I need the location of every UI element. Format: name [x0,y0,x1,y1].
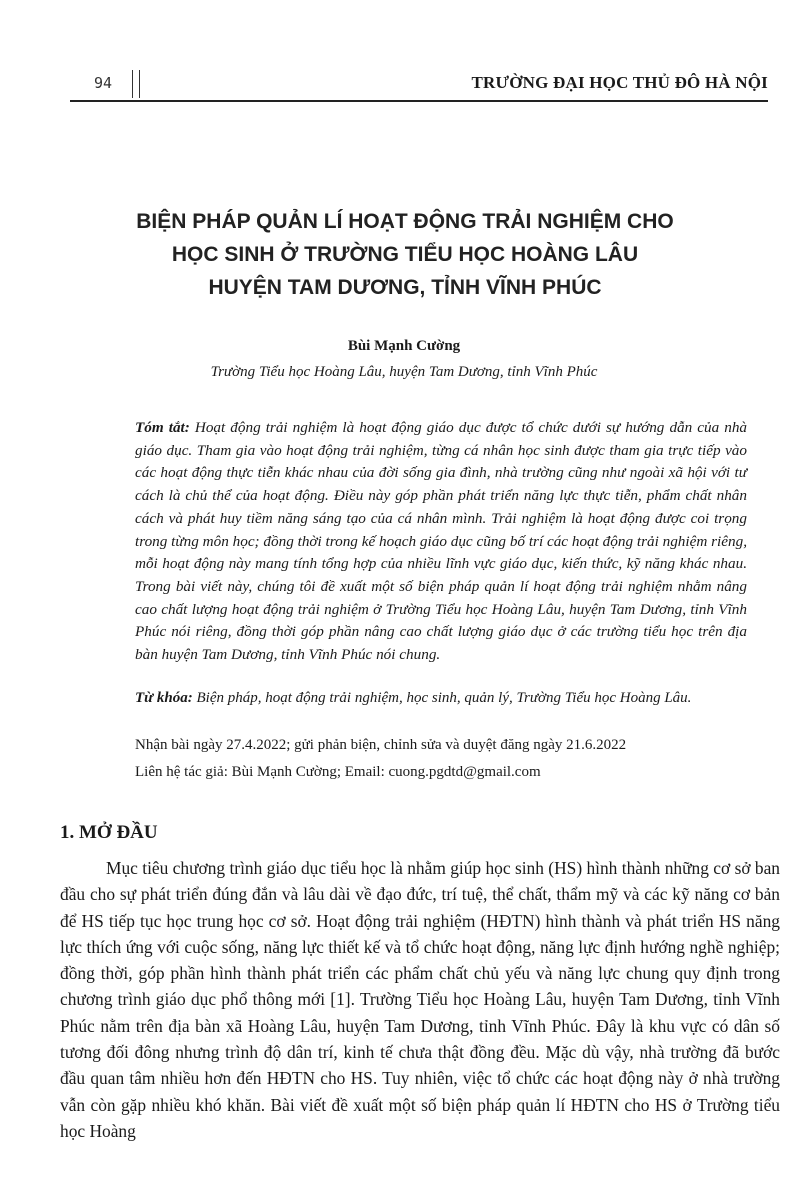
abstract-label: Tóm tắt: [135,419,190,436]
section-heading: 1. MỞ ĐẦU [60,822,158,843]
journal-name: TRƯỜNG ĐẠI HỌC THỦ ĐÔ HÀ NỘI [471,73,768,92]
title-line: BIỆN PHÁP QUẢN LÍ HOẠT ĐỘNG TRẢI NGHIỆM CHO [136,210,674,233]
contact-note: Liên hệ tác giả: Bùi Mạnh Cường; Email: cuong.pgdtd@gmail.com [135,764,541,780]
running-header [70,70,768,102]
author-name: Bùi Mạnh Cường [347,338,461,354]
article-title [100,205,710,304]
title-line: HUYỆN TAM DƯƠNG, TỈNH VĨNH PHÚC [208,276,602,299]
page-number: 94 [94,74,113,92]
keywords-label: Từ khóa: [135,690,193,706]
header-divider-bars [132,70,140,98]
keywords [135,690,755,707]
intro-paragraph: Mục tiêu chương trình giáo dục tiểu học là nhằm giúp học sinh (HS) hình thành những cơ sở ban đầu cho sự phát triển đúng đắn và lâu dài về đạo đức, trí tuệ, thể chất, thẩm mỹ và các kỹ năng cơ bản để HS tiếp tục học trung học cơ sở. Hoạt động trải nghiệm (HĐTN) hình thành và phát triển HS năng lực thích ứng với cuộc sống, năng lực thiết kế và tổ chức hoạt động, năng lực định hướng nghề nghiệp; đồng thời, góp phần hình thành phát triển các phẩm chất chủ yếu và năng lực chung quy định trong chương trình giáo dục phổ thông mới [1]. Trường Tiểu học Hoàng Lâu, huyện Tam Dương, tỉnh Vĩnh Phúc nằm trên địa bàn xã Hoàng Lâu, huyện Tam Dương, tỉnh Vĩnh Phúc. Đây là khu vực có dân số tương đối đông nhưng trình độ dân trí, kinh tế chưa thật đồng đều. Mặc dù vậy, nhà trường đã bước đầu quan tâm nhiều hơn đến HĐTN cho HS. Tuy nhiên, việc tổ chức các hoạt động này ở nhà trường vẫn còn gặp nhiều khó khăn. Bài viết đề xuất một số biện pháp quản lí HĐTN cho HS ở Trường tiểu học Hoàng [60,858,780,1141]
title-line: HỌC SINH Ở TRƯỜNG TIỂU HỌC HOÀNG LÂU [171,243,639,266]
abstract-text: Hoạt động trải nghiệm là hoạt động giáo dục được tổ chức dưới sự hướng dẫn của nhà giáo dục. Tham gia vào hoạt động trải nghiệm, từng cá nhân học sinh được tham gia trực tiếp vào các hoạt động thực tiễn khác nhau của đời sống gia đình, nhà trường cũng như ngoài xã hội với tư cách là chủ thể của hoạt động. Điều này góp phần phát triển năng lực thực tiễn, phẩm chất nhân cách và phát huy tiềm năng sáng tạo của cá nhân mình. Trải nghiệm là hoạt động được coi trọng trong từng môn học; đồng thời trong kế hoạch giáo dục cũng bố trí các hoạt động trải nghiệm riêng, mỗi hoạt động này mang tính tổng hợp của nhiều lĩnh vực giáo dục, kiến thức, kỹ năng khác nhau. Trong bài viết này, chúng tôi đề xuất một số biện pháp quản lí hoạt động trải nghiệm nhằm nâng cao chất lượng hoạt động trải nghiệm ở Trường Tiểu học Hoàng Lâu, huyện Tam Dương, tỉnh Vĩnh Phúc nói riêng, đồng thời góp phần nâng cao chất lượng giáo dục ở các trường tiểu học trên địa bàn huyện Tam Dương, tỉnh Vĩnh Phúc nói chung. [135,419,748,664]
keywords-text: Biện pháp, hoạt động trải nghiệm, học sinh, quản lý, Trường Tiểu học Hoàng Lâu. [196,690,692,706]
received-note: Nhận bài ngày 27.4.2022; gửi phản biện, chỉnh sửa và duyệt đăng ngày 21.6.2022 [135,737,627,753]
abstract [135,417,747,667]
author-affiliation: Trường Tiểu học Hoàng Lâu, huyện Tam Dương, tỉnh Vĩnh Phúc [210,364,598,380]
